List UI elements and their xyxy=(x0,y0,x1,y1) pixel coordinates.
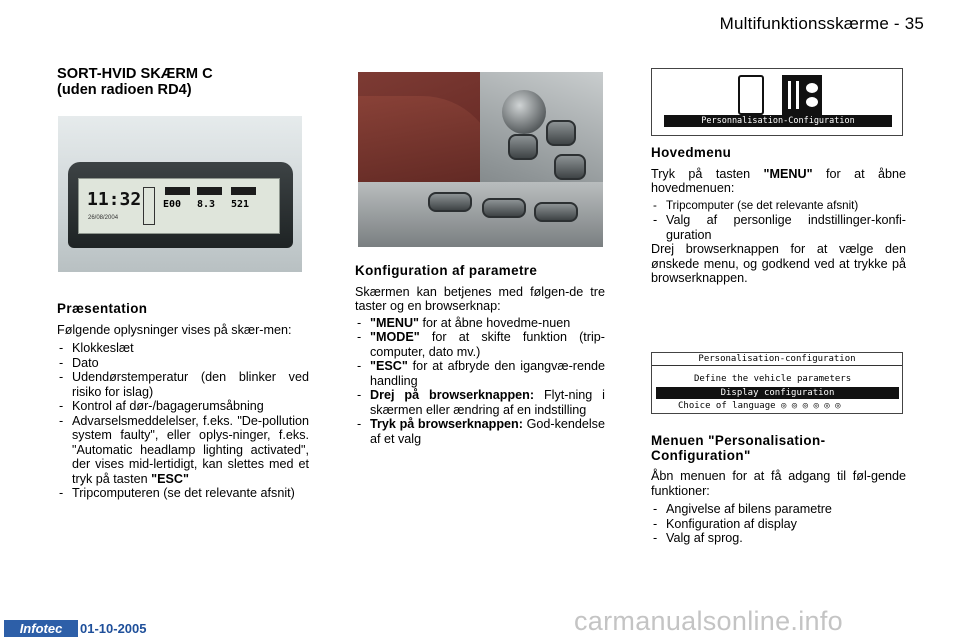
title-line-2: (uden radioen RD4) xyxy=(57,82,192,98)
presentation-intro: Følgende oplysninger vises på skær-men: xyxy=(57,322,292,337)
presentation-list xyxy=(57,341,309,501)
key-label: Drej på browserknappen: xyxy=(370,388,535,402)
list-item xyxy=(355,359,605,388)
screen-option-selected: Display configuration xyxy=(656,387,899,399)
window-switch xyxy=(534,202,578,222)
window-switch xyxy=(482,198,526,218)
configuration-block xyxy=(355,264,605,446)
footer-date: 01-10-2005 xyxy=(80,621,147,636)
presentation-block xyxy=(57,302,309,501)
column-left xyxy=(57,66,309,98)
console-button xyxy=(554,154,586,180)
list-item-text: for at afbryde den igangvæ-rende handling xyxy=(370,359,605,388)
personalisation-screen xyxy=(651,352,903,414)
lcd-date: 26/08/2004 xyxy=(88,215,119,221)
list-item: - Klokkeslæt xyxy=(57,341,309,356)
key-label: "MENU" xyxy=(370,315,420,330)
heading-line-2: Configuration" xyxy=(651,447,751,463)
center-console-photo xyxy=(358,72,603,247)
list-item: - Angivelse af bilens parametre xyxy=(651,502,906,517)
presentation-heading: Præsentation xyxy=(57,301,148,316)
browser-knob xyxy=(502,90,546,134)
list-item-text: Flyt-ning i skærmen eller ændring af en indstilling xyxy=(370,388,605,417)
list-item xyxy=(355,388,605,417)
main-menu-heading: Hovedmenu xyxy=(651,145,732,160)
configuration-heading: Konfiguration af parametre xyxy=(355,263,538,278)
infotec-badge: Infotec xyxy=(4,620,78,637)
list-item: - Valg af sprog. xyxy=(651,531,906,546)
console-button xyxy=(546,120,576,146)
title-line-1: SORT-HVID SKÆRM C xyxy=(57,66,213,82)
settings-sliders-icon xyxy=(782,75,822,115)
configuration-intro: Skærmen kan betjenes med følgen-de tre taster og en browserknap: xyxy=(355,284,605,313)
page-header: Multifunktionsskærme - 35 xyxy=(719,14,924,33)
lcd-segment xyxy=(165,187,190,195)
intro-text: Tryk på tasten xyxy=(651,166,764,181)
list-item: - Tripcomputeren (se det relevante afsnit) xyxy=(57,486,309,501)
lcd-value-2: 8.3 xyxy=(197,199,216,210)
lcd-segment xyxy=(231,187,256,195)
lcd-segment xyxy=(197,187,222,195)
intro-text: for at åbne hovedmenuen: xyxy=(651,166,907,195)
menu-key-label: "MENU" xyxy=(763,166,813,181)
list-item: - Udendørstemperatur (den blinker ved risiko for islag) xyxy=(57,370,309,399)
personalisation-list xyxy=(651,502,906,546)
screen-option: Define the vehicle parameters xyxy=(694,374,852,384)
list-item: - Kontrol af dør-/bagagerumsåbning xyxy=(57,399,309,414)
list-item xyxy=(57,414,309,487)
window-switch xyxy=(428,192,472,212)
lcd-value-3: 521 xyxy=(231,199,250,210)
lcd-value-1: E00 xyxy=(163,199,182,210)
personalisation-intro: Åbn menuen for at få adgang til føl-gende funktioner: xyxy=(651,469,906,498)
personalisation-block xyxy=(651,434,906,546)
main-menu-after: Drej browserknappen for at vælge den ønskede menu, og godkend ved at trykke på browserknappen. xyxy=(651,242,906,285)
list-item xyxy=(355,330,605,359)
main-menu-list xyxy=(651,199,906,243)
console-button xyxy=(508,134,538,160)
list-item-text: Advarselsmeddelelser, f.eks. "De-pollution system faulty", eller oplys-ninger, f.eks. "Automatic headlamp lighting activated", der vises mid-lertidigt, kan slettes med et tryk på tasten xyxy=(72,413,309,486)
esc-key-label: "ESC" xyxy=(151,471,189,486)
key-label: "MODE" xyxy=(370,330,420,344)
personalisation-heading xyxy=(651,434,906,463)
list-item-text: for at skifte funktion (trip-computer, dato mv.) xyxy=(370,330,605,359)
lcd-screen xyxy=(78,178,280,234)
heading-line-1: Menuen "Personalisation- xyxy=(651,433,826,448)
list-item: - Dato xyxy=(57,356,309,371)
list-item-text: God-kendelse af et valg xyxy=(370,417,605,446)
leather-seat xyxy=(358,96,498,191)
main-menu-block xyxy=(651,146,906,286)
screen-title: Personalisation-configuration xyxy=(652,353,902,366)
list-item: - Konfiguration af display xyxy=(651,517,906,532)
key-label: Tryk på browserknappen: xyxy=(370,417,523,431)
fuel-icon xyxy=(143,187,155,225)
main-menu-screen xyxy=(651,68,903,136)
menu-bar-text: Personnalisation-Configuration xyxy=(664,115,892,127)
list-item xyxy=(355,417,605,446)
watermark: carmanualsonline.info xyxy=(574,606,843,636)
screen-option: Choice of language ◎ ◎ ◎ ◎ ◎ ◎ xyxy=(678,401,841,411)
section-title xyxy=(57,66,309,98)
main-menu-intro xyxy=(651,167,906,196)
list-item: - Tripcomputer (se det relevante afsnit) xyxy=(651,199,906,214)
list-item: - Valg af personlige indstillinger-konfi-guration xyxy=(651,213,906,242)
fuel-pump-icon xyxy=(738,75,764,115)
dashboard-display-photo xyxy=(58,116,302,272)
configuration-list xyxy=(355,316,605,447)
list-item xyxy=(355,316,605,331)
key-label: "ESC" xyxy=(370,359,408,373)
lcd-clock: 11:32 xyxy=(87,189,142,210)
list-item-text: for at åbne hovedme-nuen xyxy=(419,315,571,330)
